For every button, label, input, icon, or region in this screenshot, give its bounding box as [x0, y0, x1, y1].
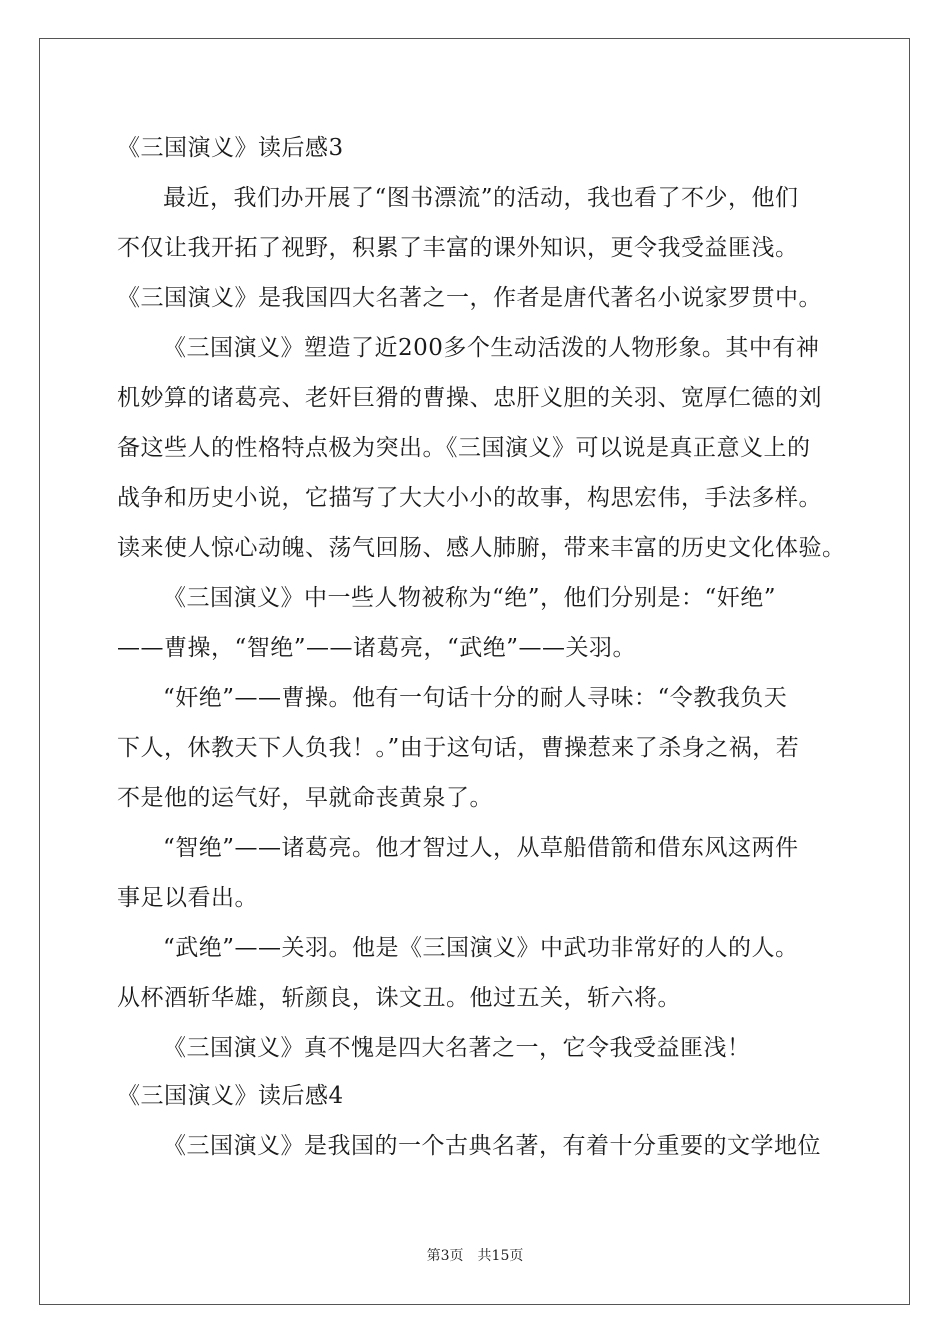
- paragraph-line: 战争和历史小说，它描写了大大小小的故事，构思宏伟，手法多样。: [117, 485, 822, 511]
- paragraph-line: “智绝”——诸葛亮。他才智过人，从草船借箭和借东风这两件: [163, 835, 799, 861]
- page-footer: 第3页 共15页: [426, 1248, 524, 1264]
- paragraph-line: 从杯酒斩华雄，斩颜良，诛文丑。他过五关，斩六将。: [117, 985, 681, 1011]
- paragraph-line: 不是他的运气好，早就命丧黄泉了。: [117, 785, 493, 811]
- section-heading: 《三国演义》读后感4: [117, 1083, 344, 1109]
- paragraph-line: 读来使人惊心动魄、荡气回肠、感人肺腑，带来丰富的历史文化体验。: [117, 535, 846, 561]
- paragraph-line: “奸绝”——曹操。他有一句话十分的耐人寻味：“令教我负天: [163, 685, 788, 711]
- paragraph-line: 下人，休教天下人负我！。”由于这句话，曹操惹来了杀身之祸，若: [117, 735, 800, 761]
- paragraph-line: 《三国演义》塑造了近200多个生动活泼的人物形象。其中有神: [163, 335, 820, 361]
- section-heading: 《三国演义》读后感3: [117, 135, 344, 161]
- paragraph-line: “武绝”——关羽。他是《三国演义》中武功非常好的人的人。: [163, 935, 799, 961]
- paragraph-line: 最近，我们办开展了“图书漂流”的活动，我也看了不少，他们: [163, 185, 799, 211]
- paragraph-line: 事足以看出。: [117, 885, 258, 911]
- paragraph-line: 备这些人的性格特点极为突出。《三国演义》可以说是真正意义上的: [117, 435, 811, 461]
- paragraph-line: 《三国演义》是我国四大名著之一，作者是唐代著名小说家罗贯中。: [117, 285, 822, 311]
- paragraph-line: 《三国演义》真不愧是四大名著之一，它令我受益匪浅！: [163, 1035, 751, 1061]
- paragraph-line: 不仅让我开拓了视野，积累了丰富的课外知识，更令我受益匪浅。: [117, 235, 799, 261]
- paragraph-line: 《三国演义》中一些人物被称为“绝”，他们分别是：“奸绝”: [163, 585, 777, 611]
- paragraph-line: 机妙算的诸葛亮、老奸巨猾的曹操、忠肝义胆的关羽、宽厚仁德的刘: [117, 385, 822, 411]
- page-border: [39, 38, 910, 1305]
- paragraph-line: ——曹操，“智绝”——诸葛亮，“武绝”——关羽。: [117, 635, 637, 661]
- paragraph-line: 《三国演义》是我国的一个古典名著，有着十分重要的文学地位: [163, 1133, 821, 1159]
